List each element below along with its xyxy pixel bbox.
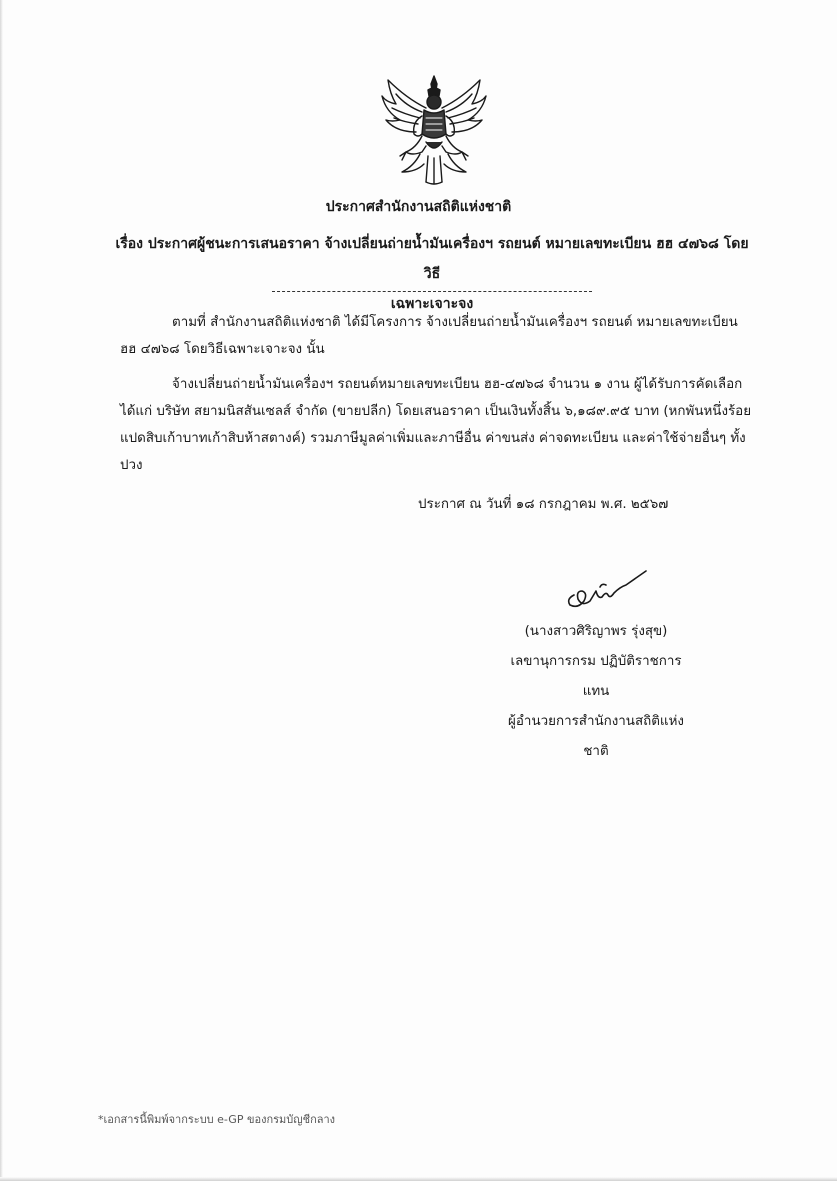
document-subject [112,229,752,319]
scan-edge-bottom [0,1177,837,1181]
paragraph-1-text: ตามที่ สำนักงานสถิติแห่งชาติ ได้มีโครงการ จ้างเปลี่ยนถ่ายน้ำมันเครื่องฯ รถยนต์ หมายเลขทะเบียน ฮฮ ๔๗๖๘ โดยวิธีเฉพาะเจาะจง นั้น [120,315,738,357]
signer-position-2: ผู้อำนวยการสำนักงานสถิติแห่งชาติ [508,714,684,759]
signer-block [500,617,692,767]
signer-position-1: เลขานุการกรม ปฏิบัติราชการแทน [510,654,682,699]
body-paragraph-2 [120,371,752,479]
document-title: ประกาศสำนักงานสถิติแห่งชาติ [325,199,512,215]
subject-line-2: เฉพาะเจาะจง [390,296,474,312]
footer-note: *เอกสารนี้พิมพ์จากระบบ e-GP ของกรมบัญชีกลาง [98,1113,336,1126]
subject-line-1: เรื่อง ประกาศผู้ชนะการเสนอราคา จ้างเปลี่ยนถ่ายน้ำมันเครื่องฯ รถยนต์ หมายเลขทะเบียน ฮฮ ๔๗๖๘ โดยวิธี [115,236,749,282]
scan-edge-left [0,0,3,1181]
paragraph-2-text: จ้างเปลี่ยนถ่ายน้ำมันเครื่องฯ รถยนต์หมายเลขทะเบียน ฮฮ-๔๗๖๘ จำนวน ๑ งาน ผู้ได้รับการคัดเลือก ได้แก่ บริษัท สยามนิสสันเซลส์ จำกัด (ขายปลีก) โดยเสนอราคา เป็นเงินทั้งสิ้น ๖,๑๘๙.๙๕ บาท (หกพันหนึ่งร้อยแปดสิบเก้าบาทเก้าสิบห้าสตางค์) รวมภาษีมูลค่าเพิ่มและภาษีอื่น ค่าขนส่ง ค่าจดทะเบียน และค่าใช้จ่ายอื่นๆ ทั้งปวง [120,377,752,473]
announcement-date: ประกาศ ณ วันที่ ๑๘ กรกฎาคม พ.ศ. ๒๕๖๗ [418,497,669,512]
body-paragraph-1 [120,309,752,363]
garuda-emblem-icon [376,72,492,188]
signer-name: (นางสาวศิริญาพร รุ่งสุข) [524,624,668,639]
header-divider [272,291,592,292]
signature-image [560,565,650,615]
